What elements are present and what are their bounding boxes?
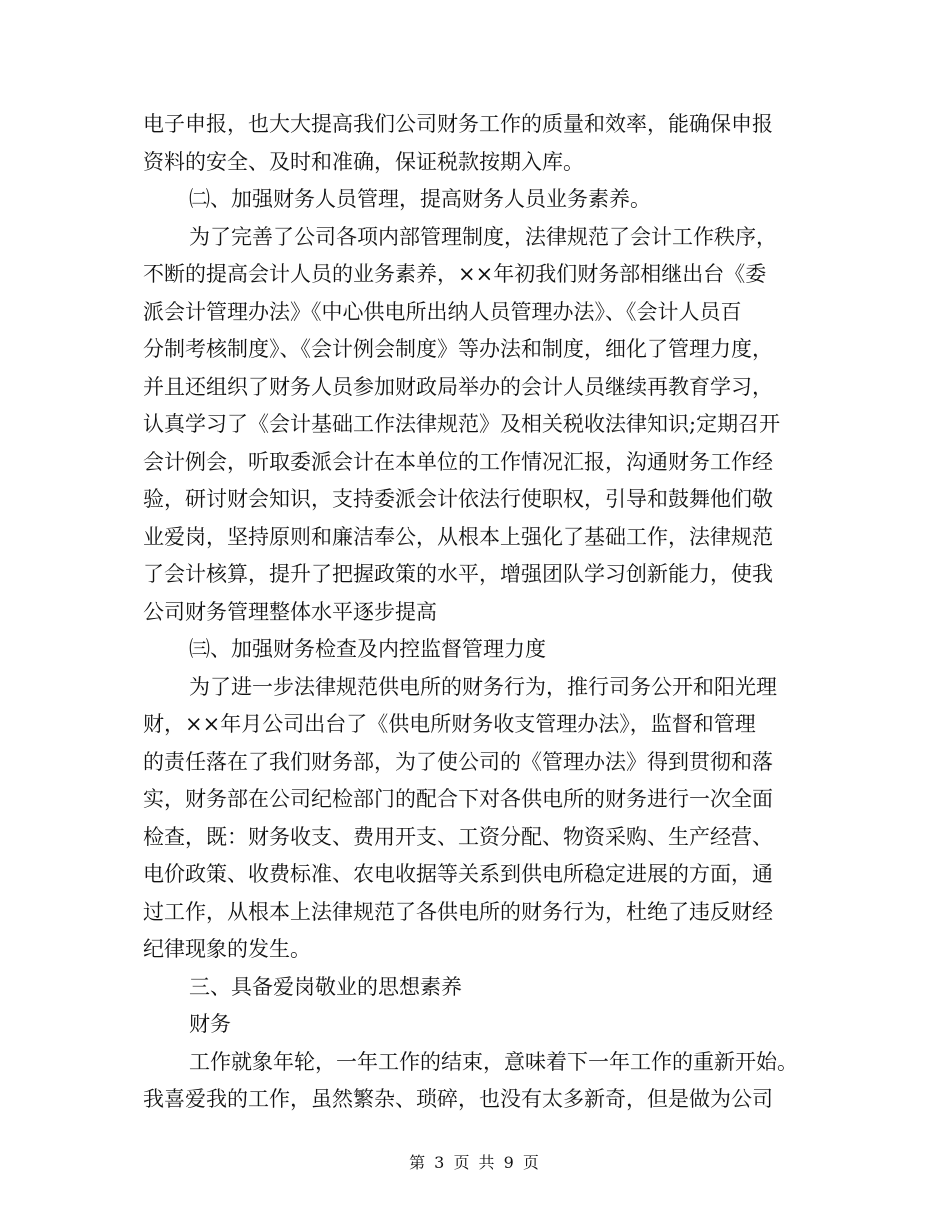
text-line: 会计例会，听取委派会计在本单位的工作情况汇报，沟通财务工作经 bbox=[143, 449, 773, 474]
text-line: 财务 bbox=[189, 1012, 231, 1036]
text-line: 实，财务部在公司纪检部门的配合下对各供电所的财务进行一次全面 bbox=[143, 787, 773, 811]
text-line: 检查，既：财务收支、费用开支、工资分配、物资采购、生产经营、 bbox=[143, 824, 773, 849]
text-line: 过工作，从根本上法律规范了各供电所的财务行为，杜绝了违反财经 bbox=[143, 899, 773, 924]
text-line: 认真学习了《会计基础工作法律规范》及相关税收法律知识;定期召开 bbox=[143, 412, 781, 436]
page-footer: 第 3 页 共 9 页 bbox=[409, 1153, 541, 1172]
document-body bbox=[143, 106, 813, 1119]
text-line: 为了完善了公司各项内部管理制度，法律规范了会计工作秩序， bbox=[189, 224, 777, 249]
text-line: 公司财务管理整体水平逐步提高 bbox=[143, 599, 437, 624]
text-line: 分制考核制度》、《会计例会制度》等办法和制度，细化了管理力度， bbox=[143, 337, 773, 361]
text-line: 三、具备爱岗敬业的思想素养 bbox=[189, 974, 462, 999]
text-line: 资料的安全、及时和准确，保证税款按期入库。 bbox=[143, 149, 584, 174]
text-line: 的责任落在了我们财务部，为了使公司的《管理办法》得到贯彻和落 bbox=[143, 749, 773, 774]
text-line: 电子申报，也大大提高我们公司财务工作的质量和效率，能确保申报 bbox=[143, 112, 773, 136]
text-line: 我喜爱我的工作，虽然繁杂、琐碎，也没有太多新奇，但是做为公司 bbox=[143, 1087, 773, 1111]
text-line: 验，研讨财会知识，支持委派会计依法行使职权，引导和鼓舞他们敬 bbox=[143, 487, 773, 511]
text-line: ㈢、加强财务检查及内控监督管理力度 bbox=[189, 637, 546, 661]
text-line: 并且还组织了财务人员参加财政局举办的会计人员继续再教育学习， bbox=[143, 374, 773, 399]
text-line: 财，××年月公司出台了《供电所财务收支管理办法》，监督和管理 bbox=[143, 712, 756, 736]
text-line: ㈡、加强财务人员管理，提高财务人员业务素养。 bbox=[189, 187, 651, 211]
text-line: 电价政策、收费标准、农电收据等关系到供电所稳定进展的方面，通 bbox=[143, 862, 773, 886]
text-line: 工作就象年轮，一年工作的结束，意味着下一年工作的重新开始。 bbox=[189, 1049, 798, 1074]
text-line: 了会计核算，提升了把握政策的水平，增强团队学习创新能力，使我 bbox=[143, 562, 773, 586]
text-line: 业爱岗，坚持原则和廉洁奉公，从根本上强化了基础工作，法律规范 bbox=[143, 524, 773, 549]
text-line: 不断的提高会计人员的业务素养，××年初我们财务部相继出台《委 bbox=[143, 262, 767, 286]
text-line: 派会计管理办法》《中心供电所出纳人员管理办法》、《会计人员百 bbox=[143, 299, 742, 324]
text-line: 纪律现象的发生。 bbox=[143, 937, 311, 961]
text-line: 为了进一步法律规范供电所的财务行为，推行司务公开和阳光理 bbox=[189, 674, 777, 699]
